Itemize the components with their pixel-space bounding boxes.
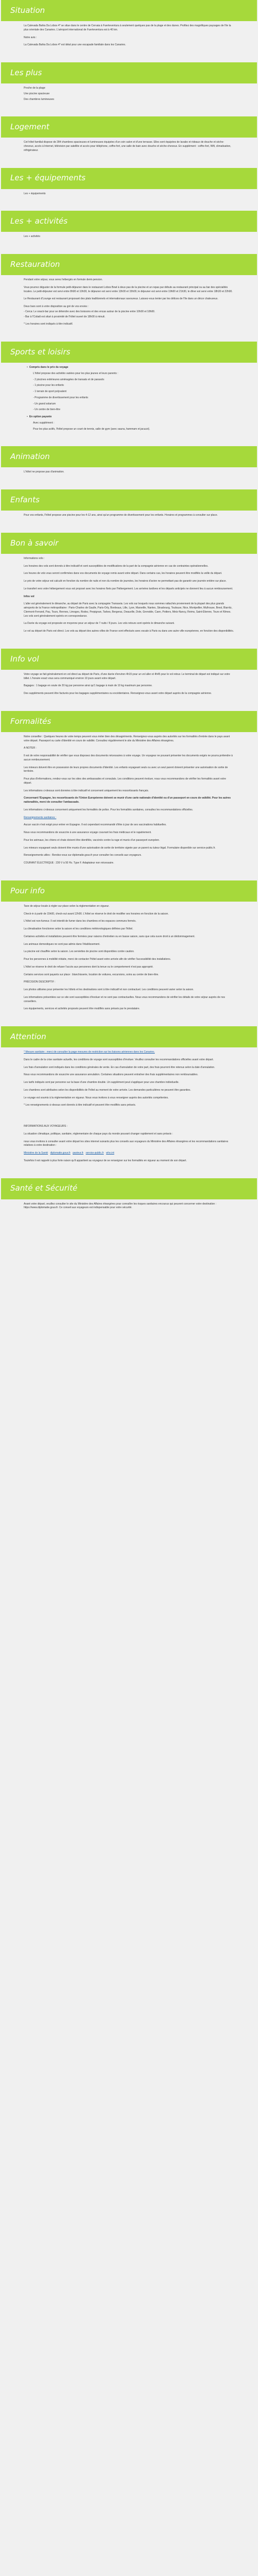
voyageurs-text: nous vous invitons à consulter avant votre départ les sites internet suivants plus les conseils aux voyageurs du Ministère des Affaires étrangères et les recommandations sanitaires relatives à votre destination : xyxy=(24,1140,229,1147)
section-body-info-vol xyxy=(1,670,257,705)
section-title: Bon à savoir xyxy=(10,538,59,548)
section-attention xyxy=(1,1026,257,1116)
section-header-formalites xyxy=(1,711,257,732)
formalites-text: Notre conseiller : Quelques heures de votre temps peuvent vous éviter bien des désagréments. Renseignez-vous auprès des autorités sur les formalités d'entrée dans le pays avant votre départ. Passeport ou carte d'identité en cours de validité. Consultez régulièrement le site du Ministère des Affaires étrangères. xyxy=(24,735,230,742)
sports-paid-intro: Avec supplément : xyxy=(33,421,55,425)
section-title: Restauration xyxy=(10,259,60,269)
sports-included-item: - 1 piscine pour les enfants xyxy=(33,384,64,387)
situation-opinion-label: Notre avis : xyxy=(24,36,37,39)
sports-paid-label: En option payante xyxy=(29,415,52,418)
bonasavoir-subtitle: Infos vol xyxy=(24,595,35,598)
section-header-activites xyxy=(1,211,257,232)
attention-text: Nous vous recommandons de souscrire une assurance annulation. Certaines situations peuvent entraîner des frais supplémentaires non remboursables. xyxy=(24,1073,198,1077)
section-header-equipements xyxy=(1,168,257,189)
info-text: Certaines activités et installations peuvent être fermées pour raisons d'entretien ou en basse saison, sans que cela ouvre droit à un dédommagement. xyxy=(24,935,195,938)
restauration-text: - Bar à l'Cobalt est situé à proximité de l'hôtel ouvert de 18h00 à minuit. xyxy=(24,315,105,318)
section-header-animation xyxy=(1,446,257,467)
info-text: L'hôtel est non-fumeur. Il est interdit de fumer dans les chambres et les espaces communs fermés. xyxy=(24,920,137,923)
section-header-info-vol xyxy=(1,649,257,670)
voyageurs-text: La situation climatique, politique, sanitaire, réglementaire de chaque pays du monde pouvant changer rapidement et sans préavis : xyxy=(24,1132,173,1136)
section-title: Situation xyxy=(10,5,45,15)
voyageurs-links xyxy=(24,1151,234,1156)
formalites-link[interactable]: Renseignements sanitaires : xyxy=(24,816,57,819)
formalites-text: A NOTER : xyxy=(24,747,37,750)
section-title: Les plus xyxy=(10,67,42,77)
restauration-text: Deux bars sont à votre disposition au gré de vos envies : xyxy=(24,305,89,308)
sports-included-item: - 2 piscines extérieures aménagées de transats et de parasols xyxy=(33,378,104,381)
section-body-restauration xyxy=(1,275,257,335)
info-text: Pour les personnes à mobilité réduite, merci de contacter l'hôtel avant votre arrivée afin de vérifier l'accessibilité des installations. xyxy=(24,958,171,961)
attention-text: Les frais d'annulation sont indiqués dans les conditions générales de vente. En cas d'annulation de votre part, des frais pourront être retenus selon la date d'annulation. xyxy=(24,1065,215,1069)
voyageurs-link[interactable]: who.int xyxy=(106,1151,115,1155)
section-header-plus xyxy=(1,62,257,83)
section-logement xyxy=(1,116,257,161)
section-body-activites xyxy=(1,232,257,248)
voyageurs-link[interactable]: service-public.fr xyxy=(86,1151,104,1155)
sports-included-label: Compris dans le prix du voyage xyxy=(29,366,69,369)
formalites-text: Pour les animaux, les chiens et chats doivent être identifiés, vaccinés contre la rage et munis d'un passeport européen. xyxy=(24,838,160,842)
situation-opinion: La Calevada Bahia Da Lobos 4* est idéal pour une escapade familiale dans les Canaries. xyxy=(24,43,126,47)
section-bon-a-savoir xyxy=(1,533,257,642)
section-title: Pour info xyxy=(10,886,45,895)
plus-item: Des chambres lumineuses xyxy=(24,97,54,101)
sports-included-item: - Un centre de bien-être xyxy=(33,408,60,412)
situation-text: La Calevada Bahia Da Lobos 4* se situe dans le centre de Cervaia à Fuerteventura à seulement quelques pas de la plage et des dunes. Profitez des magnifiques paysages de l'ile la plus orientale des Canaries. L'aéroport international de Fuerteventura est à 40 km. xyxy=(24,24,231,31)
section-sante xyxy=(1,1178,257,1219)
sports-paid-sublist xyxy=(27,421,234,432)
restauration-text: - Cerca: Le snack-bar pour se détendre avec des boissons et des encas autour de la piscine entre 10h00 et 18h00. xyxy=(24,310,155,313)
info-text: La piscine est chauffée selon la saison. Les serviettes de piscine sont disponibles contre caution. xyxy=(24,950,135,954)
section-header-attention xyxy=(1,1026,257,1047)
section-body-sports xyxy=(1,363,257,440)
equipements-text: Les + équipements xyxy=(24,192,46,195)
info-text: Les photos utilisées pour présenter les hôtels et les destinations sont à titre indicatif et non contractuel. Les conditions peuvent varier selon la saison. xyxy=(24,988,194,991)
info-text: L'hôtel se réserve le droit de refuser l'accès aux personnes dont la tenue ou le comportement n'est pas approprié. xyxy=(24,965,154,969)
section-title: Info vol xyxy=(10,654,39,664)
section-title: Les + activités xyxy=(10,216,68,226)
section-title: Santé et Sécurité xyxy=(10,1183,77,1193)
bonasavoir-text: Le vol au départ de Paris est direct. Les vols au départ des autres villes de France sont effectués avec escale à Paris ou dans une autre ville européenne, en fonction des disponibilités. xyxy=(24,630,234,633)
infovol-text: Des suppléments peuvent être facturés pour les bagages supplémentaires ou excédentaires. Renseignez-vous avant votre départ auprès de la compagnie aérienne. xyxy=(24,692,212,695)
bonasavoir-text: L'aller est généralement le dimanche, au départ de Paris avec la compagnie Transavia. Les vols sur lesquels nous sommes rattachés proviennent de la plupart des plus grands aéroports de la France métropolitaine : Paris-Charles de Gaulle, Paris-Orly, Bordeaux, Lille, Lyon, Marseille, Nantes, Strasbourg, Toulouse, Nice, Montpellier, Mulhouse, Brest, Biarritz, Clermont-Ferrand, Pau, Tours, Rennes, Limoges, Rodez, Perpignan, Tarbes, Bergerac, Deauville, Dole, Grenoble, Caen, Poitiers, Metz-Nancy, Reims, Saint-Étienne, Tours et Nîmes. Les vols sont généralement opérés en correspondance. xyxy=(24,602,232,618)
voyageurs-title: INFORMATIONS AUX VOYAGEURS : xyxy=(24,1125,68,1128)
bonasavoir-text: Les heures de vols vous seront confirmées dans vos documents de voyage remis avant votre départ. Dans certains cas, les horaires peuvent être modifiés la veille du départ. xyxy=(24,572,222,575)
info-text: Les équipements, services et activités proposés peuvent être modifiés sans préavis par le prestataire. xyxy=(24,1007,140,1011)
section-enfants xyxy=(1,489,257,527)
sports-included xyxy=(27,366,234,412)
section-header-enfants xyxy=(1,489,257,511)
section-header-situation xyxy=(1,0,257,21)
page xyxy=(0,0,258,1219)
info-text: La climatisation fonctionne selon la saison et les conditions météorologiques définies par l'hôtel. xyxy=(24,927,133,930)
section-info-vol xyxy=(1,649,257,705)
formalites-text: Concernant l'Espagne, les ressortissants de l'Union Européenne doivent se munir d'une carte nationale d'identité ou d'un passeport en cours de validité. Pour les autres nationalités, merci de consulter l'ambassade. xyxy=(24,796,231,804)
formalites-text: Les informations ci-dessus sont données à titre indicatif et concernent uniquement les ressortissants français. xyxy=(24,789,149,792)
section-body-attention xyxy=(1,1047,257,1116)
section-title: Les + équipements xyxy=(10,173,86,183)
formalites-text: Il est de votre responsabilité de vérifier que vous disposez des documents nécessaires à votre voyage. Un voyageur ne pouvant présenter les documents exigés ne pourra prétendre à aucun remboursement. xyxy=(24,754,233,761)
bonasavoir-text: Le transfert vers votre hébergement vous est proposé avec les horaires fixés par l'hébergement. Les arrivées tardives et les départs anticipés ne donnent lieu à aucun remboursement. xyxy=(24,587,233,590)
voyageurs-link[interactable]: diplomatie.gouv.fr xyxy=(50,1151,71,1155)
section-body-animation xyxy=(1,467,257,483)
section-header-bon-a-savoir xyxy=(1,533,257,554)
attention-text: Le voyage est soumis à la réglementation en vigueur. Nous vous invitons à vous renseigner auprès des autorités compétentes. xyxy=(24,1096,169,1099)
voyageurs-text: Toutefois il est rappelé à plus forte raison qu'il appartient au voyageur de se renseigner sur les formalités en vigueur au moment de son départ. xyxy=(24,1159,187,1162)
restauration-text: Vous pourrez déguster de la formule petit-déjeuner dans le restaurant Lobos Bowl à deux pas de la piscine et un repas par débuts au restaurant principal ou au bar des spécialités locales. Le petit-déjeuner est servi entre 8h00 et 10h30, le déjeuner est servi entre 13h00 et 15h00, le déjeuner est servi entre 19h00 et 21h30, le dîner est servi entre 18h30 et 22h00. xyxy=(24,285,233,293)
animation-text: L'hôtel ne propose pas d'animation. xyxy=(24,470,64,474)
restauration-text: Pendant votre séjour, vous serez hébergés en formule demi-pension. xyxy=(24,278,103,281)
plus-item: Une piscine spacieuse xyxy=(24,92,50,95)
sports-included-item: - Programme de divertissement pour les enfants xyxy=(33,396,88,399)
formalites-text: COURANT ÉLECTRIQUE : 230 V à 50 Hz. Type F. Adaptateur non nécessaire. xyxy=(24,861,114,865)
section-title: Attention xyxy=(10,1031,46,1041)
section-body-voyageurs xyxy=(1,1123,257,1172)
info-text: Les animaux domestiques ne sont pas admis dans l'établissement. xyxy=(24,942,100,946)
section-body-plus xyxy=(1,83,257,110)
infovol-text: Bagages : 1 bagage en soute de 20 kg par personne ainsi qu'1 bagage à main de 10 kg maximum par personne. xyxy=(24,684,153,688)
section-body-situation xyxy=(1,21,257,56)
section-title: Formalités xyxy=(10,716,52,726)
formalites-text: Pour plus d'informations, rendez-vous sur les sites des ambassades et consulats. Les conditions peuvent évoluer, nous vous recommandons de vérifier les formalités avant votre départ. xyxy=(24,777,226,785)
info-text: Certains services sont payants sur place : blanchisserie, location de voitures, excursions, soins au centre de bien-être. xyxy=(24,973,159,976)
section-restauration xyxy=(1,254,257,335)
infovol-text: Votre voyage se fait généralement en vol direct au départ de Paris, d'une durée d'environ 4h15 pour un vol aller et 4h45 pour le vol retour. Le terminal de départ est indiqué sur votre billet. L'horaire exact vous sera communiqué environ 10 jours avant votre départ. xyxy=(24,672,230,680)
formalites-text: Aucun vaccin n'est exigé pour entrer en Espagne. Il est cependant recommandé d'être à jour de ses vaccinations habituelles. xyxy=(24,823,167,827)
attention-link[interactable]: * Mesure sanitaire : merci de consulter la page mesures de restriction sur les liaisons aériennes dans les Canaries. xyxy=(24,1050,155,1054)
formalites-text: Les informations ci-dessus concernent uniquement les formalités de police. Pour les formalités sanitaires, consultez les recommandations officielles. xyxy=(24,808,194,811)
restauration-text: Le Restaurant d'Lounge est restaurant proposant des plats traditionnels et internationaux savoureux. Laissez-vous tenter par les délices de l'île dans un décor chaleureux. xyxy=(24,297,218,301)
formalites-text: Renseignements utiles : Rendez-vous sur diplomatie.gouv.fr pour consulter les conseils aux voyageurs. xyxy=(24,854,142,857)
section-plus xyxy=(1,62,257,110)
section-equipements xyxy=(1,168,257,205)
section-body-sante xyxy=(1,1199,257,1219)
section-header-pour-info xyxy=(1,880,257,902)
section-body-formalites xyxy=(1,732,257,874)
logement-text: Cet hôtel familial dispose de 284 chambres spacieuses et lumineuses équipées d'un coin salon et d'une terrasse. Elles sont équipées de lavabo et rideaux de douche et sèche-cheveux, accès à Internet, télévision par satellite et accès pour téléphone, coffre-fort, une salle de bain avec douche et sèche-cheveux. En supplément : coffre-fort, Wifi, climatisation, réfrigérateur. xyxy=(24,141,231,152)
sports-included-item: - Un grand solarium xyxy=(33,402,56,405)
section-header-restauration xyxy=(1,254,257,275)
section-title: Enfants xyxy=(10,495,40,504)
sante-text: Avant votre départ, veuillez consulter le site du Ministère des Affaires étrangères pour connaître les risques sanitaires encourus qui peuvent concerner votre destination : https://www.diplomatie.gouv.fr. Ce conseil aux voyageurs est indispensable pour votre sécurité. xyxy=(24,1202,217,1210)
attention-text: Les chambres sont attribuées selon les disponibilités de l'hôtel au moment de votre arrivée. Les demandes particulières ne peuvent être garanties. xyxy=(24,1088,191,1092)
enfants-text: Pour vos enfants, l'hôtel propose une piscine pour les 4-12 ans, ainsi qu'un programme de divertissement pour les enfants. Horaires et programmes à consulter sur place. xyxy=(24,514,218,517)
section-body-pour-info xyxy=(1,902,257,1020)
section-body-logement xyxy=(1,138,257,161)
section-title: Sports et loisirs xyxy=(10,347,71,357)
section-header-sante xyxy=(1,1178,257,1199)
info-text: PRÉCISION DESCRIPTIF : xyxy=(24,980,56,984)
sports-included-sublist xyxy=(27,372,234,412)
section-pour-info xyxy=(1,880,257,1020)
bonasavoir-text: La Durée du voyage est proposée en moyenne pour un séjour de 7 nuits / 8 jours. Les vols retours sont opérés le dimanche suivant. xyxy=(24,622,175,625)
section-animation xyxy=(1,446,257,483)
voyageurs-link[interactable]: pasteur.fr xyxy=(72,1151,84,1155)
sports-included-intro: L'hôtel propose des activités variées pour les plus jeunes et leurs parents : xyxy=(33,371,118,375)
sports-paid-text: Pour les plus actifs, l'hôtel propose un court de tennis, salle de gym (avec sauna, hammam et jacuzzi). xyxy=(33,427,150,431)
formalites-text: Les mineurs voyageant seuls doivent être munis d'une autorisation de sortie de territoire signée par un parent ou tuteur légal. Formulaire disponible sur service-public.fr. xyxy=(24,846,216,850)
bonasavoir-text: Informations vols : xyxy=(24,556,45,560)
attention-text: * Les renseignements ci-dessus sont donnés à titre indicatif et peuvent être modifiés sans préavis. xyxy=(24,1104,136,1107)
info-text: Check-in à partir de 15h00, check-out avant 12h00. L'hôtel se réserve le droit de modifier ses horaires en fonction de la saison. xyxy=(24,912,169,916)
section-title: Animation xyxy=(10,452,50,462)
section-header-sports xyxy=(1,342,257,363)
sports-paid xyxy=(27,415,234,431)
section-header-logement xyxy=(1,116,257,138)
section-body-equipements xyxy=(1,189,257,205)
voyageurs-link[interactable]: Ministère de la Santé xyxy=(24,1151,48,1155)
bonasavoir-text: Le prix de votre séjour est calculé en fonction du nombre de nuits et non du nombre de journées, les horaires d'avion ne permettant pas de garantir une journée entière sur place. xyxy=(24,580,227,583)
sports-list xyxy=(24,366,234,431)
formalites-text: Nous vous recommandons de souscrire à une assurance voyage couvrant les frais médicaux et le rapatriement. xyxy=(24,831,152,834)
section-activites xyxy=(1,211,257,248)
restauration-note: * Les horaires sont indiqués à titre indicatif. xyxy=(24,323,73,326)
info-text: Les informations présentées sur ce site sont susceptibles d'évoluer et ne sont pas contractuelles. Nous vous recommandons de vérifier les détails de votre séjour auprès de nos conseillers. xyxy=(24,995,225,1003)
section-body-enfants xyxy=(1,511,257,527)
info-text: Taxe de séjour locale à régler sur place selon la réglementation en vigueur. xyxy=(24,904,109,908)
sports-included-item: - 1 terrain de sport polyvalent xyxy=(33,390,67,393)
section-body-bon-a-savoir xyxy=(1,554,257,642)
section-title: Logement xyxy=(10,122,50,132)
section-formalites xyxy=(1,711,257,874)
activites-text: Les + activités xyxy=(24,235,40,239)
attention-text: Les tarifs indiqués sont par personne sur la base d'une chambre double. Un supplément peut s'appliquer pour une chambre individuelle. xyxy=(24,1081,179,1084)
section-voyageurs xyxy=(1,1123,257,1172)
section-sports xyxy=(1,342,257,440)
formalites-text: Les mineurs doivent être en possession de leurs propres documents d'identité. Les enfants voyageant seuls ou avec un seul parent doivent présenter une autorisation de sortie de territoire. xyxy=(24,766,228,773)
section-situation xyxy=(1,0,257,56)
attention-text: Dans le cadre de la crise sanitaire actuelle, les conditions de voyage sont susceptibles d'évoluer. Veuillez consulter les recommandations officielles avant votre départ. xyxy=(24,1058,214,1061)
bonasavoir-text: Les horaires des vols sont donnés à titre indicatif et sont susceptibles de modifications de la part de la compagnie aérienne en cas de contraintes opérationnelles. xyxy=(24,564,208,568)
plus-item: Proche de la plage xyxy=(24,87,45,90)
